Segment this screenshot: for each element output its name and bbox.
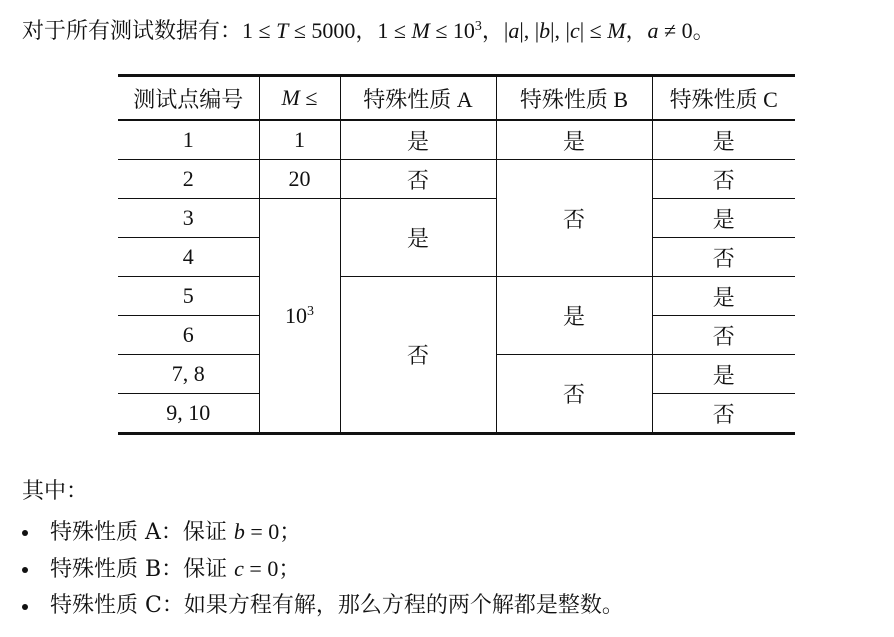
cell-m-bound: 1 xyxy=(259,120,340,160)
bullet-icon xyxy=(22,604,28,610)
cell-test-id: 3 xyxy=(118,199,259,238)
cell-property-a: 否 xyxy=(340,277,496,434)
cell-m-bound: 20 xyxy=(259,160,340,199)
cell-property-c: 是 xyxy=(652,277,795,316)
table-header-row xyxy=(118,76,795,121)
header-property-b: 特殊性质 B xyxy=(496,76,652,121)
subtask-table xyxy=(118,74,795,435)
table-row xyxy=(118,160,795,199)
table-row xyxy=(118,199,795,238)
list-item: 特殊性质 B：保证 c = 0； xyxy=(22,551,624,588)
cell-property-c: 否 xyxy=(652,394,795,434)
cell-test-id: 9, 10 xyxy=(166,400,211,425)
cell-property-c: 否 xyxy=(652,160,795,199)
cell-test-id: 4 xyxy=(118,238,259,277)
header-test-id: 测试点编号 xyxy=(118,76,259,121)
cell-property-b: 是 xyxy=(496,277,652,355)
cell-test-id: 6 xyxy=(118,316,259,355)
cell-property-c: 是 xyxy=(652,355,795,394)
notes-heading: 其中： xyxy=(22,479,89,504)
cell-property-b: 是 xyxy=(496,120,652,160)
header-m-bound: M ≤ xyxy=(259,76,340,121)
list-item: 特殊性质 C：如果方程有解，那么方程的两个解都是整数。 xyxy=(22,588,624,624)
cell-test-id: 7, 8 xyxy=(118,355,259,394)
cell-property-b: 否 xyxy=(496,355,652,434)
header-property-c: 特殊性质 C xyxy=(652,76,795,121)
table-row xyxy=(118,277,795,316)
header-property-a: 特殊性质 A xyxy=(340,76,496,121)
constraints-math: 1 ≤ T ≤ 5000，$1 \le M \le 10^3$，|a|, |b|, |c| ≤ M，a ≠ 0。 xyxy=(242,18,715,43)
table-row xyxy=(118,120,795,160)
bullet-icon xyxy=(22,567,28,573)
constraints-prefix: 对于所有测试数据有： xyxy=(22,19,243,44)
bullet-icon xyxy=(22,530,28,536)
cell-property-a: 否 xyxy=(340,160,496,199)
cell-property-c: 否 xyxy=(652,316,795,355)
cell-test-id: 5 xyxy=(118,277,259,316)
cell-property-a: 是 xyxy=(340,120,496,160)
constraints-line xyxy=(22,14,715,49)
cell-property-a: 是 xyxy=(340,199,496,277)
cell-property-b: 否 xyxy=(496,160,652,277)
cell-property-c: 是 xyxy=(652,199,795,238)
cell-property-c: 否 xyxy=(652,238,795,277)
cell-m-bound: $10^3$ xyxy=(259,199,340,434)
cell-property-c: 是 xyxy=(652,120,795,160)
cell-test-id: 1 xyxy=(118,120,259,160)
cell-test-id: 2 xyxy=(118,160,259,199)
list-item: 特殊性质 A：保证 b = 0； xyxy=(22,514,624,551)
property-list xyxy=(22,514,624,624)
